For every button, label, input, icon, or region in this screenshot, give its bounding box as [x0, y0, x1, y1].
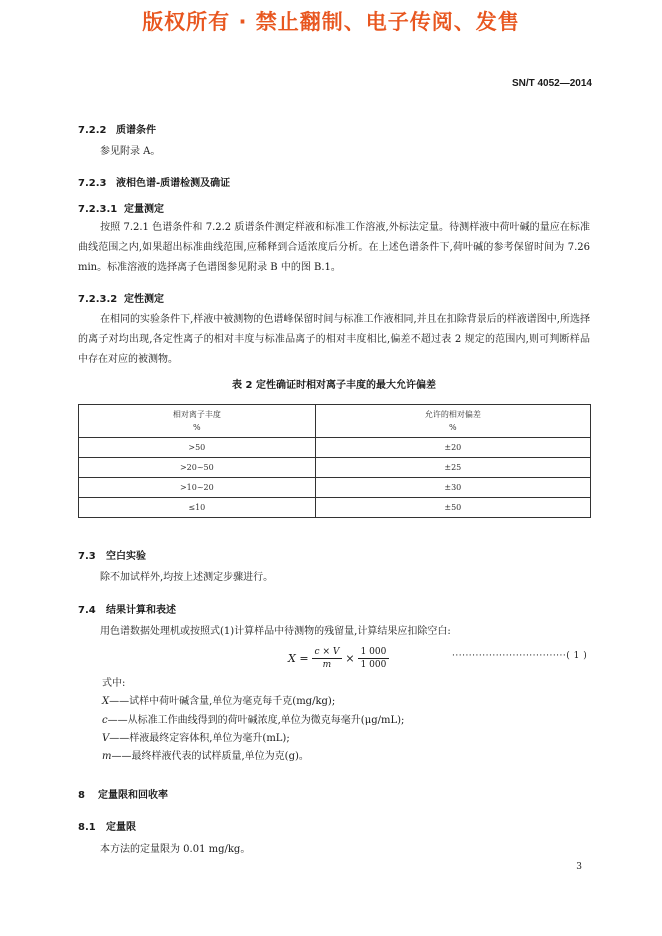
paragraph-7-3 — [78, 568, 590, 588]
paragraph-text: 参见附录 A。 — [100, 146, 161, 157]
relative-abundance-table — [78, 404, 591, 518]
standard-code: SN/T 4052—2014 — [511, 78, 592, 89]
section-title: 结果计算和表述 — [106, 605, 176, 616]
header-unit: % — [449, 423, 457, 432]
equation-number — [452, 651, 587, 661]
section-number: 7.2.3.1 — [78, 204, 118, 215]
paragraph-text: 本方法的定量限为 0.01 mg/kg。 — [100, 844, 251, 855]
table-cell: >50 — [79, 438, 316, 458]
paragraph-8-1 — [78, 840, 590, 860]
section-title: 定量限 — [106, 822, 136, 833]
table-cell: >10~20 — [79, 478, 316, 498]
leader-dots: ·································· — [452, 651, 567, 661]
variable-description: ——样液最终定容体积,单位为毫升(mL); — [109, 733, 290, 744]
formula-lhs: X = — [288, 652, 309, 665]
paragraph-text: 用色谱数据处理机或按照式(1)计算样品中待测物的残留量,计算结果应扣除空白: — [100, 626, 451, 637]
section-number: 7.4 — [78, 605, 96, 616]
section-title: 定性测定 — [124, 294, 164, 305]
header-unit: % — [193, 423, 201, 432]
paragraph-7-2-3-1 — [78, 218, 590, 278]
section-heading-7-4 — [78, 601, 176, 616]
times-sign: × — [345, 652, 355, 665]
variable-symbol: V — [102, 733, 110, 744]
section-title: 质谱条件 — [116, 125, 156, 136]
section-number: 7.2.2 — [78, 125, 107, 136]
table-cell: ≤10 — [79, 498, 316, 518]
section-title: 定量测定 — [124, 204, 164, 215]
table-row — [79, 458, 591, 478]
fraction-denominator: m — [322, 660, 332, 670]
variable-definition — [102, 711, 404, 731]
fraction — [358, 646, 390, 671]
table-row — [79, 498, 591, 518]
header-label: 允许的相对偏差 — [424, 410, 481, 419]
table-cell: ±30 — [315, 478, 590, 498]
paragraph-text: 按照 7.2.1 色谱条件和 7.2.2 质谱条件测定样液和标准工作溶液,外标法定量。待测样液中荷叶碱的量应在标准曲线范围之内,如果超出标准曲线范围,应稀释到合适浓度后分析。在上述色谱条件下,荷叶碱的参考保留时间为 7.26 min。标准溶液的选择离子色谱图参见附录 B 中的图 B.1。 — [78, 222, 590, 273]
section-title: 空白实验 — [106, 551, 146, 562]
section-number: 7.3 — [78, 551, 96, 562]
formula-1 — [288, 646, 392, 671]
paragraph-text: 在相同的实验条件下,样液中被测物的色谱峰保留时间与标准工作液相同,并且在扣除背景后的样液谱图中,所选择的离子对均出现,各定性离子的相对丰度与标准品离子的相对丰度相比,偏差不超过表 2 规定的范围内,则可判断样品中存在对应的被测物。 — [78, 314, 590, 365]
page-number: 3 — [576, 862, 582, 872]
variable-symbol: X — [102, 696, 110, 707]
section-heading-7-2-2 — [78, 121, 156, 136]
fraction-numerator: 1 000 — [358, 646, 390, 659]
section-heading-8 — [78, 786, 168, 801]
section-heading-7-3 — [78, 547, 146, 562]
where-label: 式中: — [102, 678, 126, 689]
table-caption: 表 2 定性确证时相对离子丰度的最大允许偏差 — [232, 380, 436, 391]
variable-symbol: c — [102, 715, 108, 726]
paragraph-7-2-3-2 — [78, 310, 590, 370]
section-heading-7-2-3 — [78, 174, 230, 189]
section-number: 7.2.3 — [78, 178, 107, 189]
header-label: 相对离子丰度 — [172, 410, 221, 419]
variable-definition — [102, 747, 309, 767]
variable-description: ——从标准工作曲线得到的荷叶碱浓度,单位为微克每毫升(μg/mL); — [107, 715, 405, 726]
section-title: 液相色谱-质谱检测及确证 — [116, 178, 231, 189]
section-heading-7-2-3-2 — [78, 290, 164, 305]
variable-symbol: m — [102, 751, 112, 762]
section-number: 8.1 — [78, 822, 96, 833]
variable-description: ——最终样液代表的试样质量,单位为克(g)。 — [111, 751, 309, 762]
table-cell: ±50 — [315, 498, 590, 518]
section-number: 8 — [78, 790, 85, 801]
table-cell: >20~50 — [79, 458, 316, 478]
section-heading-8-1 — [78, 818, 136, 833]
table-cell: ±20 — [315, 438, 590, 458]
variable-definition — [102, 729, 290, 749]
fraction-denominator: 1 000 — [360, 660, 387, 670]
table-header-cell — [79, 405, 316, 438]
paragraph-7-2-2 — [78, 142, 590, 162]
copyright-watermark: 版权所有 · 禁止翻制、电子传阅、发售 — [142, 10, 520, 34]
fraction-numerator: c × V — [312, 646, 343, 659]
variable-definition — [102, 692, 335, 712]
paragraph-7-4 — [78, 622, 590, 642]
section-title: 定量限和回收率 — [98, 790, 168, 801]
table-cell: ±25 — [315, 458, 590, 478]
paragraph-text: 除不加试样外,均按上述测定步骤进行。 — [100, 572, 274, 583]
equation-label: ( 1 ) — [566, 651, 588, 661]
fraction — [312, 646, 343, 671]
variable-description: ——试样中荷叶碱含量,单位为毫克每千克(mg/kg); — [109, 696, 336, 707]
section-heading-7-2-3-1 — [78, 200, 164, 215]
table-header-cell — [315, 405, 590, 438]
table-row — [79, 478, 591, 498]
table-row — [79, 438, 591, 458]
section-number: 7.2.3.2 — [78, 294, 118, 305]
